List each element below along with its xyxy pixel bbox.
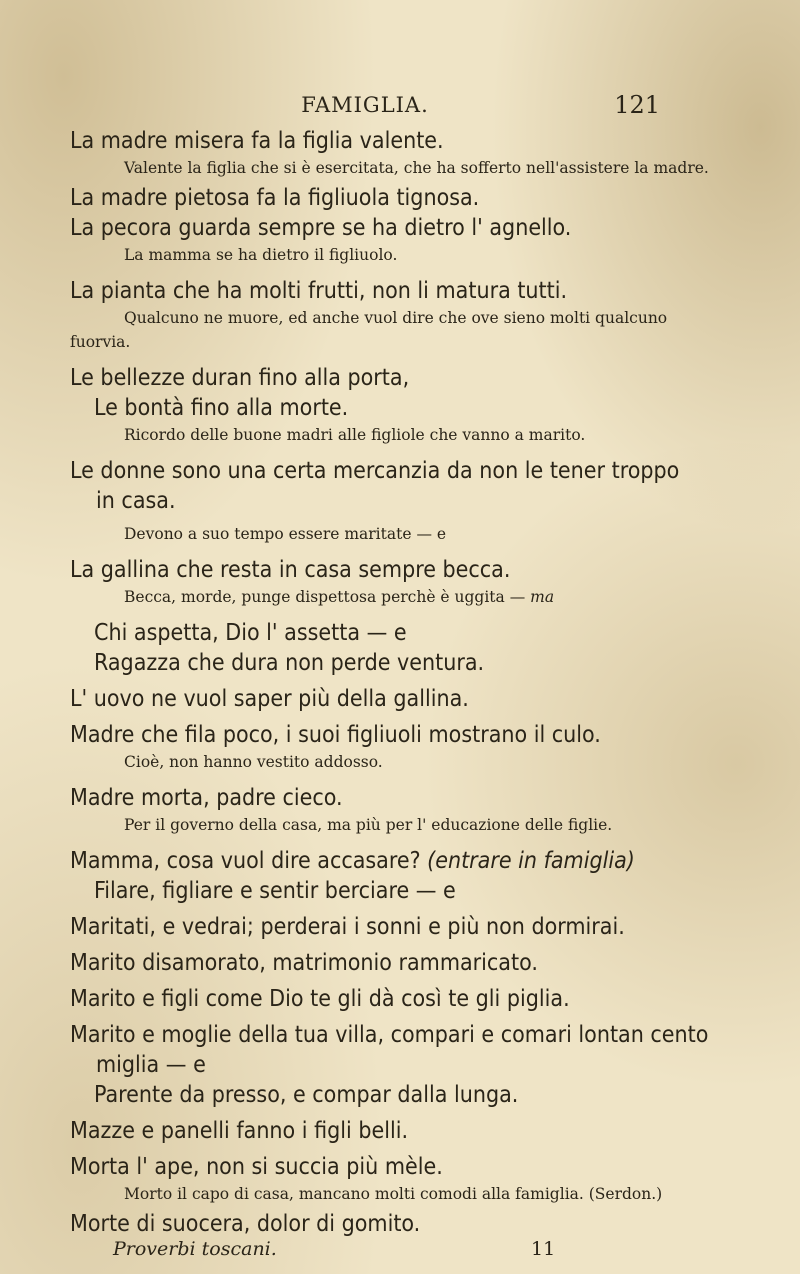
proverb-note: Per il governo della casa, ma più per l' educazione delle figlie.	[124, 816, 613, 834]
running-title: FAMIGLIA.	[301, 93, 429, 117]
proverb: La gallina che resta in casa sempre becca.	[70, 557, 511, 583]
proverb-note: Cioè, non hanno vestito addosso.	[124, 753, 383, 771]
signature-mark: Proverbi toscani.	[113, 1238, 277, 1260]
proverb-note: Devono a suo tempo essere maritate — e	[124, 525, 447, 543]
proverb-continuation: in casa.	[96, 488, 176, 514]
proverb: La pianta che ha molti frutti, non li matura tutti.	[70, 278, 568, 304]
proverb: Le bellezze duran fino alla porta,	[70, 365, 410, 391]
proverb-line-2: Ragazza che dura non perde ventura.	[94, 650, 485, 676]
page-footer	[113, 1238, 556, 1260]
proverb-list	[70, 126, 709, 1239]
note-conjunction: ma	[530, 588, 555, 606]
proverb-note: La mamma se ha dietro il figliuolo.	[124, 246, 398, 264]
proverb-gloss: (entrare in famiglia)	[427, 848, 635, 874]
proverb-continuation: miglia — e	[96, 1052, 206, 1078]
proverb: Marito e moglie della tua villa, compari e comari lontan cento	[70, 1022, 709, 1048]
sheet-number: 11	[531, 1238, 556, 1260]
proverb: Maritati, e vedrai; perderai i sonni e più non dormirai.	[70, 914, 625, 940]
proverb-note	[70, 585, 690, 609]
proverb-line-2: Le bontà fino alla morte.	[94, 395, 349, 421]
proverb-note: Ricordo delle buone madri alle figliole che vanno a marito.	[124, 426, 586, 444]
proverb: Mazze e panelli fanno i figli belli.	[70, 1118, 409, 1144]
proverb: Madre morta, padre cieco.	[70, 785, 343, 811]
page-number: 121	[614, 91, 660, 119]
proverb-text: Mamma, cosa vuol dire accasare?	[70, 848, 421, 874]
proverb: Chi aspetta, Dio l' assetta — e	[94, 620, 407, 646]
proverb: Madre che fila poco, i suoi figliuoli mostrano il culo.	[70, 722, 601, 748]
proverb: La pecora guarda sempre se ha dietro l' agnello.	[70, 215, 572, 241]
proverb: Morta l' ape, non si succia più mèle.	[70, 1154, 443, 1180]
proverb: Marito disamorato, matrimonio rammaricato.	[70, 950, 538, 976]
proverb-note: Morto il capo di casa, mancano molti comodi alla famiglia. (Serdon.)	[124, 1185, 663, 1203]
proverb-note: Qualcuno ne muore, ed anche vuol dire che ove sieno molti qualcuno fuorvia.	[70, 309, 668, 351]
proverb: La madre misera fa la figlia valente.	[70, 128, 444, 154]
proverb: La madre pietosa fa la figliuola tignosa.	[70, 185, 480, 211]
running-header	[70, 93, 660, 123]
proverb-line-2: Filare, figliare e sentir berciare — e	[94, 878, 456, 904]
proverb: L' uovo ne vuol saper più della gallina.	[70, 686, 469, 712]
proverb: Marito e figli come Dio te gli dà così te gli piglia.	[70, 986, 570, 1012]
proverb: Morte di suocera, dolor di gomito.	[70, 1211, 421, 1237]
proverb-line-2: Parente da presso, e compar dalla lunga.	[94, 1082, 519, 1108]
proverb-note: Valente la figlia che si è esercitata, che ha sofferto nell'assistere la madre.	[124, 159, 709, 177]
proverb	[70, 846, 690, 876]
note-text: Becca, morde, punge dispettosa perchè è uggita —	[124, 588, 526, 606]
proverb: Le donne sono una certa mercanzia da non le tener troppo	[70, 458, 680, 484]
